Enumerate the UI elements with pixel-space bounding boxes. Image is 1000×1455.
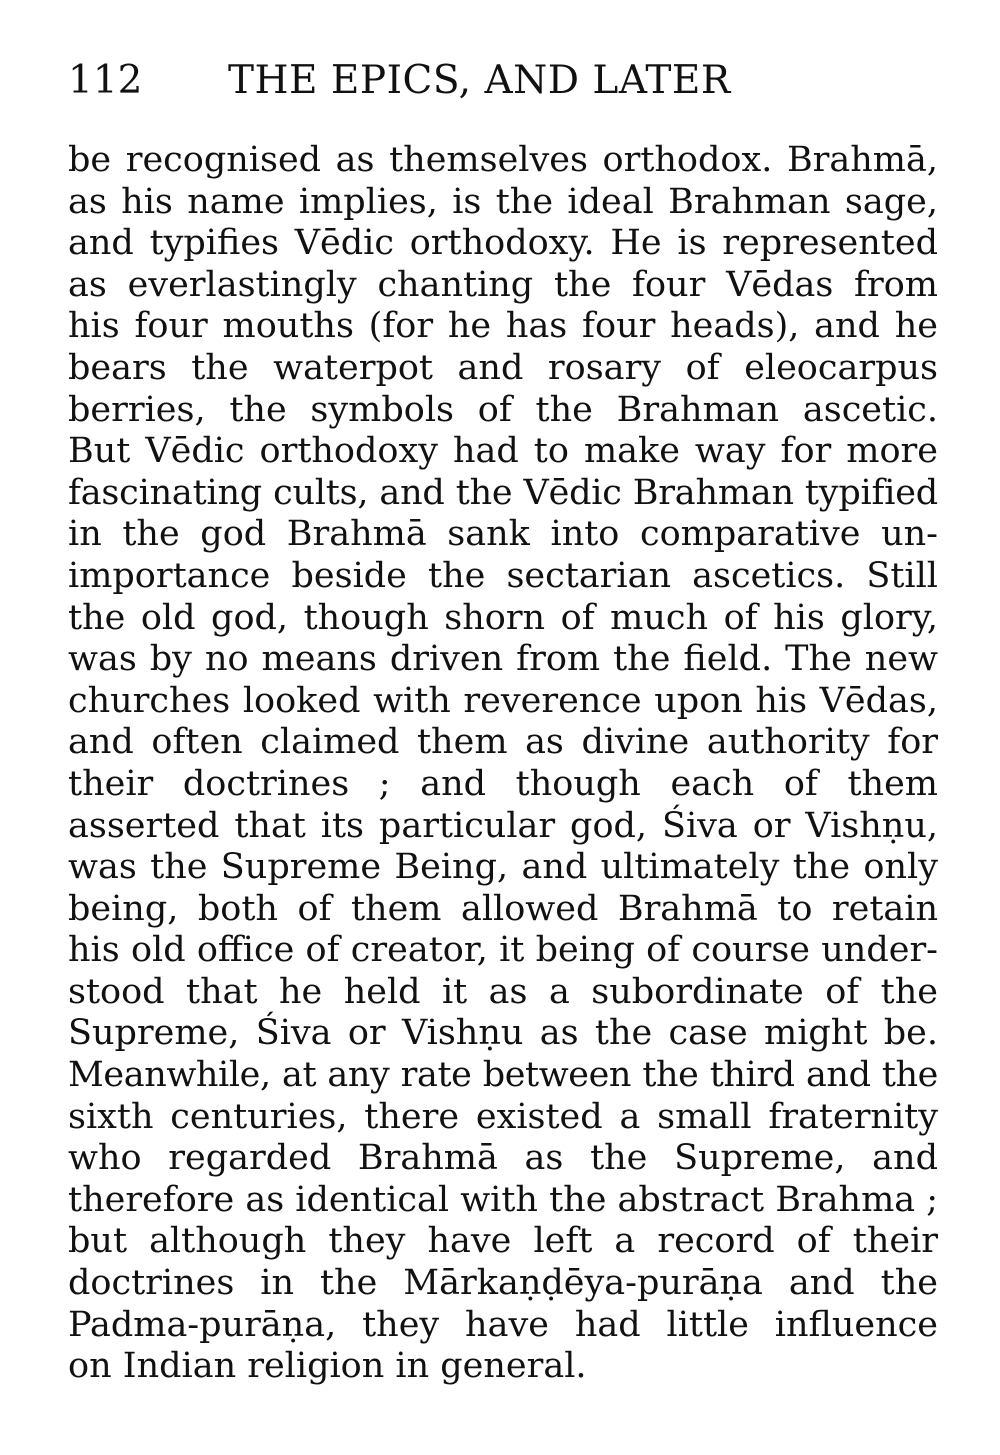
text-line: therefore as identical with the abstract Brahma ; (68, 1179, 939, 1220)
text-line: stood that he held it as a subordinate of the (68, 971, 938, 1012)
text-line: their doctrines ; and though each of them (68, 763, 938, 804)
text-line: Meanwhile, at any rate between the third and the (68, 1055, 938, 1096)
text-line: importance beside the sectarian ascetics. Still (68, 555, 938, 596)
text-line: asserted that its particular god, Śiva or Vishṇu, (68, 805, 938, 846)
text-line: and typifies Vēdic orthodoxy. He is represented (68, 223, 938, 264)
text-line: who regarded Brahmā as the Supreme, and (68, 1138, 938, 1179)
text-line: was the Supreme Being, and ultimately the only (68, 847, 938, 888)
text-line: berries, the symbols of the Brahman ascetic. (68, 389, 938, 430)
text-line: Supreme, Śiva or Vishṇu as the case might be. (68, 1013, 938, 1054)
text-line: in the god Brahmā sank into comparative un- (68, 514, 938, 555)
running-head: THE EPICS, AND LATER (228, 58, 731, 103)
text-line: as his name implies, is the ideal Brahman sage, (68, 181, 938, 222)
text-line: be recognised as themselves orthodox. Brahmā, (68, 140, 938, 180)
body-paragraph (68, 140, 938, 1388)
text-line: as everlastingly chanting the four Vēdas from (68, 264, 938, 305)
text-line: Padma-purāṇa, they have had little influence (68, 1304, 938, 1345)
text-line: the old god, though shorn of much of his glory, (68, 597, 938, 638)
text-line: fascinating cults, and the Vēdic Brahman typified (68, 472, 938, 513)
text-line: sixth centuries, there existed a small fraternity (68, 1096, 938, 1137)
text-line: and often claimed them as divine authority for (68, 722, 938, 763)
page-header (68, 56, 938, 106)
text-line: on Indian religion in general. (68, 1346, 587, 1387)
text-line: was by no means driven from the field. The new (68, 639, 938, 680)
text-line: bears the waterpot and rosary of eleocarpus (68, 347, 938, 388)
text-line: churches looked with reverence upon his Vēdas, (68, 680, 938, 721)
text-line: his old office of creator, it being of course under- (68, 930, 938, 971)
text-line: doctrines in the Mārkaṇḍēya-purāṇa and the (68, 1263, 938, 1304)
text-line: his four mouths (for he has four heads), and he (68, 306, 938, 347)
text-line: being, both of them allowed Brahmā to retain (68, 888, 938, 929)
text-line: But Vēdic orthodoxy had to make way for more (68, 431, 938, 472)
page-number: 112 (68, 58, 143, 103)
text-line: but although they have left a record of their (68, 1221, 938, 1262)
